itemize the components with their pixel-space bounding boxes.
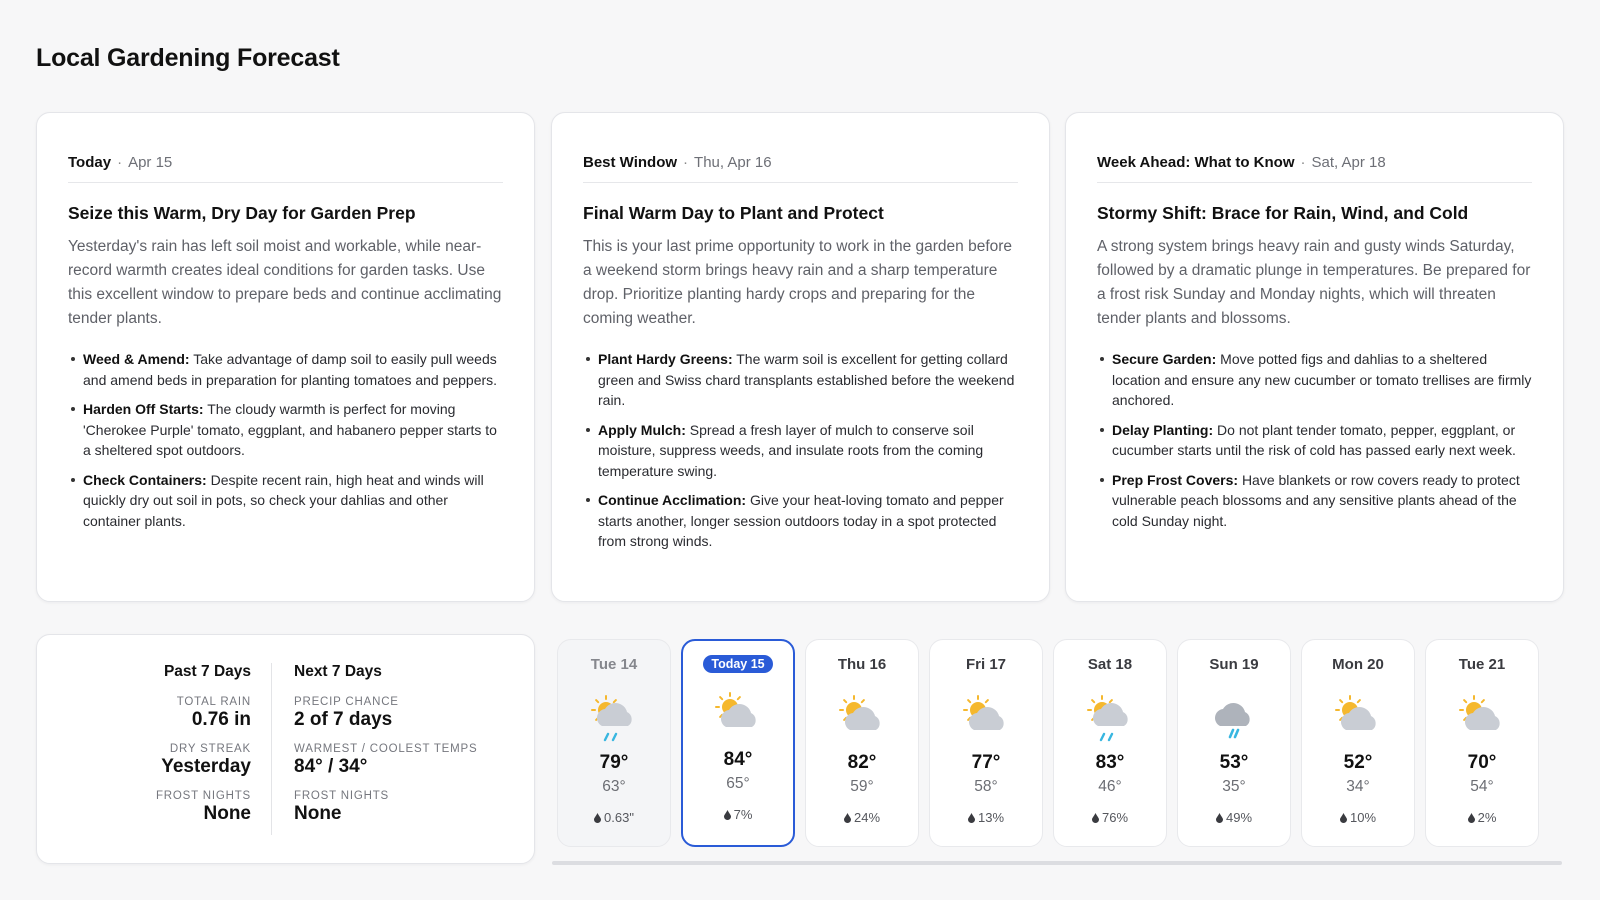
precip-text: 2% [1477,810,1497,825]
precip-value [683,807,793,822]
tip-item [583,490,1018,552]
partly-cloudy-icon [958,692,1014,742]
droplet-icon [1216,813,1223,823]
high-temp: 77° [971,752,1001,773]
card-title: Seize this Warm, Dry Day for Garden Prep [68,203,416,223]
card-label: Today [68,154,112,171]
partly-cloudy-icon [710,689,766,739]
tip-text: Give your heat-loving tomato and pepper starts another, longer session outdoors today in a spot protected from strong winds. [598,492,1004,549]
card-title: Final Warm Day to Plant and Protect [583,203,884,223]
droplet-icon [724,810,731,820]
high-temp: 83° [1095,752,1125,773]
card-label: Week Ahead: What to Know [1097,154,1295,171]
summary-heading: Past 7 Days [163,663,251,680]
tips-list [1097,349,1532,531]
precip-text: 10% [1349,810,1377,825]
low-temp: 59° [850,778,874,795]
day-tile[interactable] [929,639,1043,847]
day-name: Thu 16 [837,656,887,673]
summary-label: FROST NIGHTS [294,790,390,802]
precip-text: 7% [733,807,753,822]
precip-text: 13% [977,810,1005,825]
precip-value [1054,810,1166,825]
tip-title: Apply Mulch: [598,421,686,438]
card-title: Stormy Shift: Brace for Rain, Wind, and Cold [1097,203,1469,223]
summary-value: None [203,803,251,824]
horizontal-scrollbar[interactable] [552,861,1562,865]
tip-item [583,349,1018,411]
tip-text: Take advantage of damp soil to easily pull weeds and amend beds in preparation for planting tomatoes and peppers. [83,351,498,388]
low-temp: 54° [1470,778,1494,795]
tips-list [583,349,1018,552]
tip-text: The warm soil is excellent for getting collard green and Swiss chard transplants established before the weekend rain. [598,351,1015,408]
partly-cloudy-icon [1454,692,1510,742]
card-header: Today · Apr 15 [68,153,503,183]
tip-title: Harden Off Starts: [83,401,204,417]
high-temp: 52° [1343,752,1373,773]
forecast-card-week-ahead [1065,112,1564,602]
card-header: Week Ahead: What to Know · Sat, Apr 18 [1097,153,1532,183]
today-badge: Today 15 [703,655,772,673]
card-header: Best Window · Thu, Apr 16 [583,153,1018,183]
high-temp: 70° [1467,752,1497,773]
summary-label: PRECIP CHANCE [294,696,399,708]
tip-item [68,399,503,461]
low-temp: 46° [1098,778,1122,795]
card-date: Thu, Apr 16 [694,154,772,171]
high-temp: 53° [1219,752,1249,773]
summary-value: 0.76 in [191,709,251,730]
partly-cloudy-icon [834,692,890,742]
page-title: Local Gardening Forecast [36,44,340,72]
sun-cloud-rain-icon [586,692,642,742]
daily-forecast-strip [557,639,1557,849]
day-name: Tue 21 [1458,656,1506,673]
next-7-days-summary [294,663,477,836]
card-date: Sat, Apr 18 [1311,154,1386,171]
precip-value [930,810,1042,825]
forecast-card-best-window [551,112,1050,602]
low-temp: 35° [1222,778,1246,795]
summary-divider [271,663,272,835]
low-temp: 63° [602,778,626,795]
summary-heading: Next 7 Days [294,663,382,680]
low-temp: 58° [974,778,998,795]
day-tile[interactable] [1177,639,1291,847]
summary-label: WARMEST / COOLEST TEMPS [294,743,478,755]
droplet-icon [844,813,851,823]
tip-text: Spread a fresh layer of mulch to conserve soil moisture, suppress weeds, and insulate roots from the coming temperature swing. [598,421,984,479]
tips-list [68,349,503,531]
tip-title: Continue Acclimation: [598,492,747,508]
tip-title: Secure Garden: [1112,351,1217,367]
precip-text: 49% [1225,810,1253,825]
droplet-icon [1092,813,1099,823]
tip-text: Do not plant tender tomato, pepper, eggplant, or cucumber starts until the risk of cold has passed early next week. [1112,421,1516,458]
droplet-icon [1340,813,1347,823]
summary-card [36,634,535,864]
tip-title: Check Containers: [83,471,207,488]
day-tile[interactable] [1425,639,1539,847]
day-name: Sun 19 [1209,656,1259,673]
high-temp: 84° [723,749,753,770]
day-name: Tue 14 [590,656,638,673]
sun-cloud-rain-icon [1082,692,1138,742]
tip-title: Plant Hardy Greens: [598,351,733,367]
card-date: Apr 15 [128,154,173,171]
tip-item [1097,349,1532,411]
summary-value: 84° / 34° [294,756,368,777]
summary-label: DRY STREAK [169,743,251,755]
card-intro: Yesterday's rain has left soil moist and workable, while near-record warmth creates ideal conditions for garden tasks. Use this excellent window to prepare beds and continue acclimating tender plants. [68,238,502,327]
droplet-icon [594,813,601,823]
tip-title: Delay Planting: [1112,421,1214,438]
day-tile[interactable] [1053,639,1167,847]
precip-text: 76% [1101,810,1129,825]
summary-value: Yesterday [161,756,251,777]
day-name: Sat 18 [1087,656,1133,673]
precip-text: 0.63" [604,810,634,825]
tip-item [68,349,503,390]
high-temp: 79° [599,752,629,773]
tip-text: Have blankets or row covers ready to protect vulnerable peach blossoms and any sensitive plants ahead of the cold Sunday night. [1112,471,1520,529]
summary-value: 2 of 7 days [294,709,393,730]
tip-item [68,470,503,532]
tip-text: Despite recent rain, high heat and winds will quickly dry out soil in pots, so check your dahlias and other container plants. [83,471,484,529]
summary-label: TOTAL RAIN [176,696,251,708]
past-7-days-summary [156,663,251,836]
tip-title: Prep Frost Covers: [1112,471,1239,488]
tip-item [1097,470,1532,532]
cloud-rain-icon [1206,692,1262,742]
tip-title: Weed & Amend: [83,351,190,367]
precip-value [1178,810,1290,825]
day-tile[interactable] [805,639,919,847]
tip-item [583,420,1018,482]
precip-text: 24% [853,810,881,825]
card-label: Best Window [583,154,678,171]
tip-item [1097,420,1532,461]
day-tile[interactable] [1301,639,1415,847]
droplet-icon [968,813,975,823]
forecast-card-today [36,112,535,602]
card-intro: This is your last prime opportunity to work in the garden before a weekend storm brings heavy rain and a sharp temperature drop. Prioritize planting hardy crops and preparing for the coming weather. [583,238,1013,327]
partly-cloudy-icon [1330,692,1386,742]
precip-value [558,810,670,825]
tip-text: Move potted figs and dahlias to a sheltered location and ensure any new cucumber or tomato trellises are firmly anchored. [1112,351,1532,408]
high-temp: 82° [847,752,877,773]
low-temp: 34° [1346,778,1370,795]
precip-value [1302,810,1414,825]
tip-text: The cloudy warmth is perfect for moving 'Cherokee Purple' tomato, eggplant, and habanero pepper starts to a sheltered spot outdoors. [83,401,497,458]
day-name: Mon 20 [1332,656,1384,673]
day-tile[interactable] [681,639,795,847]
day-name: Fri 17 [965,656,1007,673]
summary-label: FROST NIGHTS [155,790,251,802]
precip-value [1426,810,1538,825]
card-intro: A strong system brings heavy rain and gusty winds Saturday, followed by a dramatic plunge in temperatures. Be prepared for a frost risk Sunday and Monday nights, which will threaten tender plants and blossoms. [1097,238,1531,327]
low-temp: 65° [726,775,750,792]
day-tile[interactable] [557,639,671,847]
precip-value [806,810,918,825]
droplet-icon [1468,813,1475,823]
summary-value: None [294,803,342,824]
